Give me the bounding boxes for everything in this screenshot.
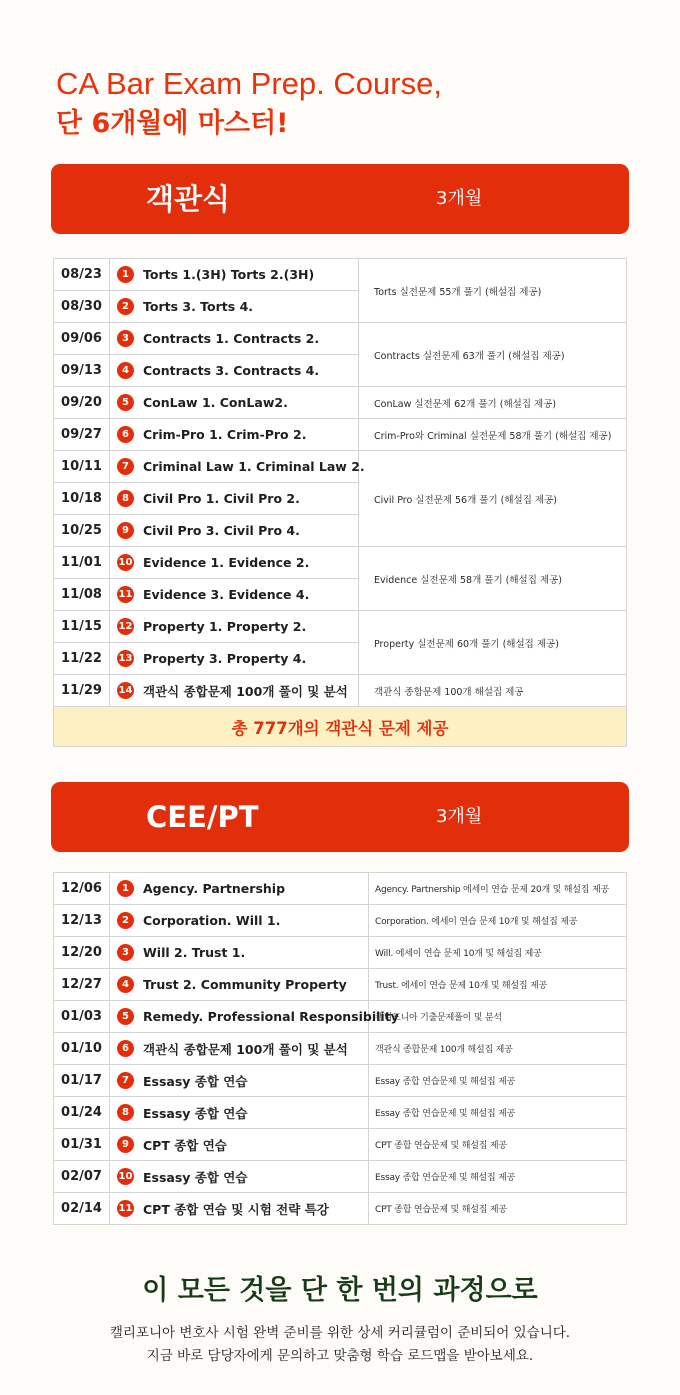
row-date: 11/08 — [54, 579, 110, 611]
hero-title-line1: CA Bar Exam Prep. Course, — [56, 66, 442, 101]
lesson-title: Property 3. Property 4. — [143, 651, 307, 666]
row-note: CPT 종합 연습문제 및 해설집 제공 — [369, 1193, 627, 1225]
lesson-title: Civil Pro 3. Civil Pro 4. — [143, 523, 300, 538]
closing-description — [0, 1322, 680, 1368]
lesson-title: Essasy 종합 연습 — [143, 1105, 248, 1121]
row-date: 12/13 — [54, 905, 110, 937]
lesson-number-badge: 7 — [117, 1072, 134, 1089]
lesson-title: Remedy. Professional Responsibility — [143, 1009, 399, 1024]
lesson-number-badge: 4 — [117, 362, 134, 379]
row-lesson — [110, 291, 359, 323]
row-lesson — [110, 873, 369, 905]
row-note: Essay 종합 연습문제 및 해설집 제공 — [369, 1097, 627, 1129]
lesson-number-badge: 11 — [117, 1200, 134, 1217]
lesson-title: Evidence 1. Evidence 2. — [143, 555, 310, 570]
row-date: 10/25 — [54, 515, 110, 547]
table-row — [54, 1161, 627, 1193]
lesson-number-badge: 1 — [117, 266, 134, 283]
closing-title: 이 모든 것을 단 한 번의 과정으로 — [142, 1275, 538, 1306]
row-note: 캘리포니아 기출문제풀이 및 분석 — [369, 1001, 627, 1033]
row-date: 09/06 — [54, 323, 110, 355]
lesson-title: Corporation. Will 1. — [143, 913, 281, 928]
lesson-number-badge: 11 — [117, 586, 134, 603]
lesson-number-badge: 3 — [117, 330, 134, 347]
row-date: 02/14 — [54, 1193, 110, 1225]
section1-banner — [51, 164, 629, 234]
row-note: 객관식 종합문제 100개 해설집 제공 — [359, 675, 627, 707]
table-row — [54, 937, 627, 969]
table-row — [54, 419, 627, 451]
hero-heading — [56, 66, 442, 144]
row-lesson — [110, 643, 359, 675]
section2-banner — [51, 782, 629, 852]
row-note: Essay 종합 연습문제 및 해설집 제공 — [369, 1161, 627, 1193]
lesson-number-badge: 8 — [117, 1104, 134, 1121]
table-row — [54, 1129, 627, 1161]
lesson-number-badge: 9 — [117, 1136, 134, 1153]
row-note: CPT 종합 연습문제 및 해설집 제공 — [369, 1129, 627, 1161]
table-row — [54, 905, 627, 937]
row-date: 12/27 — [54, 969, 110, 1001]
row-note: Contracts 실전문제 63개 풀기 (해설집 제공) — [359, 323, 627, 387]
row-note: Torts 실전문제 55개 풀기 (해설집 제공) — [359, 259, 627, 323]
row-note: Agency. Partnership 에세이 연습 문제 20개 및 해설집 제공 — [369, 873, 627, 905]
table-row — [54, 1033, 627, 1065]
row-lesson — [110, 675, 359, 707]
lesson-number-badge: 2 — [117, 298, 134, 315]
closing-line2: 지금 바로 담당자에게 문의하고 맞춤형 학습 로드맵을 받아보세요. — [146, 1348, 534, 1364]
row-date: 09/27 — [54, 419, 110, 451]
closing-line1: 캘리포니아 변호사 시험 완벽 준비를 위한 상세 커리큘럼이 준비되어 있습니다. — [109, 1325, 571, 1341]
row-date: 11/01 — [54, 547, 110, 579]
lesson-title: Agency. Partnership — [143, 881, 286, 896]
table-row — [54, 323, 627, 355]
table-row — [54, 611, 627, 643]
table-row — [54, 969, 627, 1001]
lesson-number-badge: 9 — [117, 522, 134, 539]
row-lesson — [110, 451, 365, 483]
lesson-number-badge: 2 — [117, 912, 134, 929]
lesson-title: CPT 종합 연습 — [143, 1137, 227, 1153]
section2-duration: 3개월 — [436, 806, 483, 827]
row-lesson — [110, 387, 359, 419]
row-lesson — [110, 1033, 369, 1065]
row-date: 11/15 — [54, 611, 110, 643]
table-row — [54, 873, 627, 905]
row-note: ConLaw 실전문제 62개 풀기 (해설집 제공) — [359, 387, 627, 419]
row-lesson — [110, 547, 359, 579]
row-lesson — [110, 515, 359, 547]
lesson-number-badge: 7 — [117, 458, 134, 475]
row-date: 10/18 — [54, 483, 110, 515]
row-date: 02/07 — [54, 1161, 110, 1193]
lesson-number-badge: 14 — [117, 682, 134, 699]
table-row — [54, 1001, 627, 1033]
row-lesson — [110, 969, 369, 1001]
lesson-title: ConLaw 1. ConLaw2. — [143, 395, 288, 410]
row-note: Evidence 실전문제 58개 풀기 (해설집 제공) — [359, 547, 627, 611]
table-row — [54, 387, 627, 419]
summary-row — [54, 707, 627, 747]
row-lesson — [110, 323, 359, 355]
row-date: 11/22 — [54, 643, 110, 675]
section2-schedule-table — [53, 872, 627, 1225]
row-lesson — [110, 579, 359, 611]
lesson-title: 객관식 종합문제 100개 풀이 및 분석 — [143, 683, 348, 699]
row-date: 10/11 — [54, 451, 110, 483]
lesson-number-badge: 6 — [117, 1040, 134, 1057]
row-lesson — [110, 1161, 369, 1193]
lesson-number-badge: 1 — [117, 880, 134, 897]
row-date: 12/06 — [54, 873, 110, 905]
row-lesson — [110, 1193, 369, 1225]
row-date: 09/13 — [54, 355, 110, 387]
row-date: 08/30 — [54, 291, 110, 323]
row-lesson — [110, 1001, 399, 1033]
lesson-title: Contracts 1. Contracts 2. — [143, 331, 320, 346]
row-note: Crim-Pro와 Criminal 실전문제 58개 풀기 (해설집 제공) — [359, 419, 627, 451]
row-lesson — [110, 937, 369, 969]
row-note: Property 실전문제 60개 풀기 (해설집 제공) — [359, 611, 627, 675]
lesson-number-badge: 12 — [117, 618, 134, 635]
table-row — [54, 547, 627, 579]
lesson-number-badge: 6 — [117, 426, 134, 443]
table-row — [54, 451, 627, 483]
row-date: 01/24 — [54, 1097, 110, 1129]
row-date: 09/20 — [54, 387, 110, 419]
lesson-title: Civil Pro 1. Civil Pro 2. — [143, 491, 300, 506]
summary-text: 총 777개의 객관식 문제 제공 — [54, 707, 627, 747]
lesson-number-badge: 10 — [117, 554, 134, 571]
section1-duration: 3개월 — [436, 188, 483, 209]
lesson-number-badge: 5 — [117, 1008, 134, 1025]
lesson-number-badge: 3 — [117, 944, 134, 961]
lesson-title: Essasy 종합 연습 — [143, 1073, 248, 1089]
row-lesson — [110, 905, 369, 937]
row-note: Corporation. 에세이 연습 문제 10개 및 해설집 제공 — [369, 905, 627, 937]
row-lesson — [110, 1129, 369, 1161]
row-note: Trust. 에세이 연습 문제 10개 및 해설집 제공 — [369, 969, 627, 1001]
lesson-title: CPT 종합 연습 및 시험 전략 특강 — [143, 1201, 329, 1217]
row-date: 01/10 — [54, 1033, 110, 1065]
lesson-title: Will 2. Trust 1. — [143, 945, 246, 960]
lesson-number-badge: 10 — [117, 1168, 134, 1185]
lesson-number-badge: 5 — [117, 394, 134, 411]
table-row — [54, 675, 627, 707]
row-lesson — [110, 1065, 369, 1097]
row-note: Will. 에세이 연습 문제 10개 및 해설집 제공 — [369, 937, 627, 969]
table-row — [54, 1193, 627, 1225]
row-date: 01/17 — [54, 1065, 110, 1097]
row-lesson — [110, 483, 359, 515]
hero-title-line2: 단 6개월에 마스터! — [56, 108, 289, 139]
table-row — [54, 1065, 627, 1097]
lesson-number-badge: 4 — [117, 976, 134, 993]
lesson-title: 객관식 종합문제 100개 풀이 및 분석 — [143, 1041, 348, 1057]
lesson-title: Criminal Law 1. Criminal Law 2. — [143, 459, 365, 474]
row-lesson — [110, 611, 359, 643]
row-note: Essay 종합 연습문제 및 해설집 제공 — [369, 1065, 627, 1097]
row-lesson — [110, 355, 359, 387]
lesson-number-badge: 13 — [117, 650, 134, 667]
lesson-title: Contracts 3. Contracts 4. — [143, 363, 320, 378]
section1-title: 객관식 — [146, 182, 231, 216]
lesson-title: Trust 2. Community Property — [143, 977, 347, 992]
row-date: 08/23 — [54, 259, 110, 291]
row-lesson — [110, 419, 359, 451]
lesson-title: Property 1. Property 2. — [143, 619, 307, 634]
row-date: 01/31 — [54, 1129, 110, 1161]
lesson-title: Torts 3. Torts 4. — [143, 299, 254, 314]
row-note: Civil Pro 실전문제 56개 풀기 (해설집 제공) — [359, 451, 627, 547]
lesson-title: Essasy 종합 연습 — [143, 1169, 248, 1185]
row-lesson — [110, 1097, 369, 1129]
row-note: 객관식 종합문제 100개 해설집 제공 — [369, 1033, 627, 1065]
table-row — [54, 1097, 627, 1129]
table-row — [54, 259, 627, 291]
lesson-number-badge: 8 — [117, 490, 134, 507]
section2-title: CEE/PT — [146, 800, 259, 834]
lesson-title: Crim-Pro 1. Crim-Pro 2. — [143, 427, 307, 442]
row-date: 11/29 — [54, 675, 110, 707]
section1-schedule-table — [53, 258, 627, 747]
lesson-title: Evidence 3. Evidence 4. — [143, 587, 310, 602]
row-lesson — [110, 259, 359, 291]
row-date: 12/20 — [54, 937, 110, 969]
row-date: 01/03 — [54, 1001, 110, 1033]
lesson-title: Torts 1.(3H) Torts 2.(3H) — [143, 267, 315, 282]
